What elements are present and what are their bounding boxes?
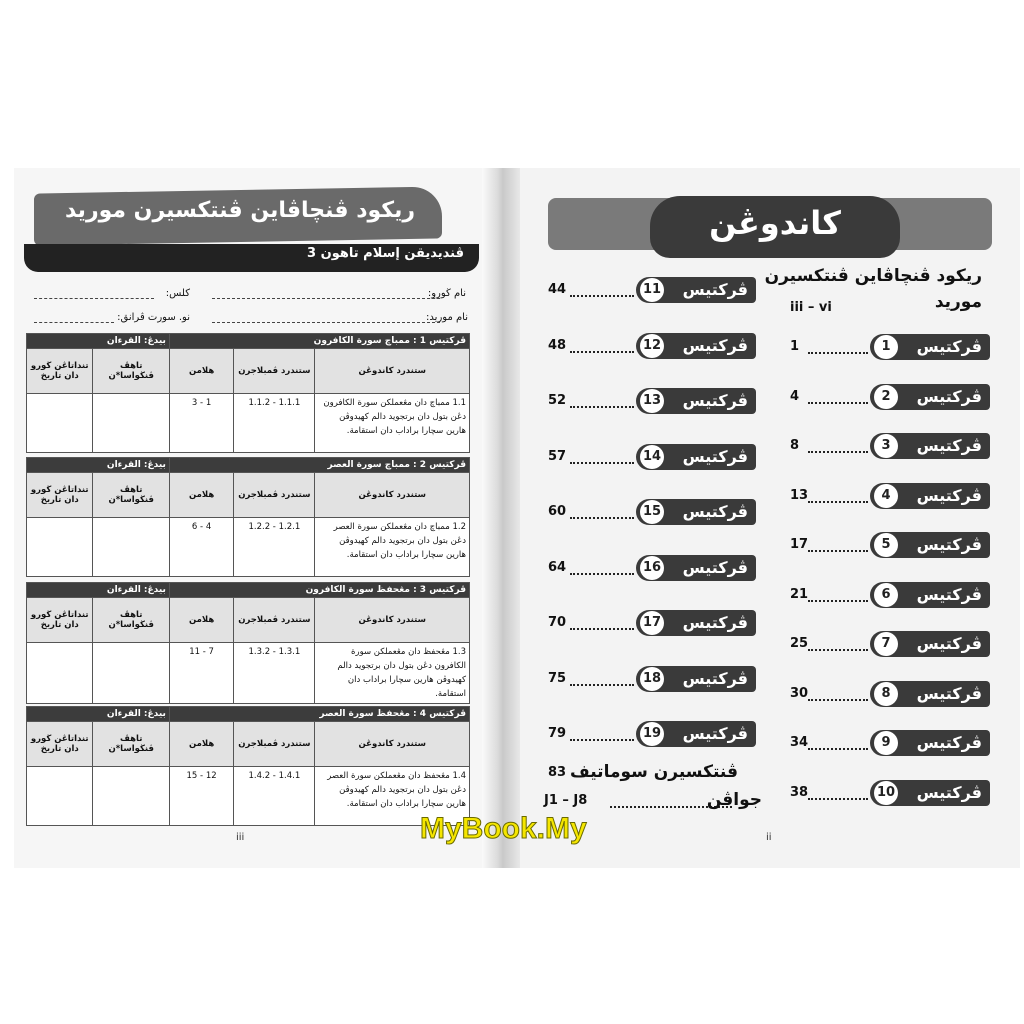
- section-header: ڤركتيس 1 : ممباچ سورة الكافرون: [169, 334, 469, 349]
- practice-badge[interactable]: [870, 631, 990, 657]
- practice-badge[interactable]: [636, 388, 756, 414]
- practice-badge[interactable]: [870, 730, 990, 756]
- practice-badge[interactable]: [870, 433, 990, 459]
- toc-dots: [570, 406, 634, 408]
- practice-number: 16: [640, 556, 664, 580]
- toc-page-number: 1: [790, 339, 800, 354]
- section-bidang: بيدڠ: القرءان: [27, 334, 170, 349]
- col-halaman: هلامن: [169, 722, 233, 767]
- toc-page-number: 44: [548, 282, 567, 297]
- summative-label[interactable]: ڤنتكسيرن سوماتيف: [570, 762, 738, 782]
- col-standard-kandungan: ستندرد كاندوڠن: [315, 473, 470, 518]
- toc-page-number: 60: [548, 504, 567, 519]
- toc-intro-line2[interactable]: موريد: [934, 292, 982, 312]
- section-header: ڤركتيس 2 : ممباچ سورة العصر: [169, 458, 469, 473]
- col-standard-kandungan: ستندرد كاندوڠن: [315, 722, 470, 767]
- practice-label: ڤركتيس: [682, 724, 748, 743]
- toc-page-number: 4: [790, 388, 800, 404]
- standard-kandungan-text: 1.3 مڠحفظ دان مڠعملكن سورة الكافرون دڠن بتول دان برتجويد دالم كهيدوڤن هارين سچارا براداب دان استقامة.: [315, 643, 470, 704]
- toc-page-number: 70: [548, 615, 567, 630]
- practice-badge[interactable]: [636, 610, 756, 636]
- toc-page-number: 25: [790, 636, 809, 651]
- practice-number: 9: [874, 731, 898, 755]
- teacher-name-label: نام ڬورو:: [427, 288, 466, 299]
- col-tahap: تاهڤ ڤنڬواسا*ن: [93, 598, 169, 643]
- practice-badge[interactable]: [870, 483, 990, 509]
- watermark: MyBook.My: [420, 812, 587, 845]
- right-page-number: ii: [766, 832, 772, 843]
- col-standard-pembelajaran: ستندرد ڤمبلاجرن: [234, 598, 315, 643]
- section-bidang: بيدڠ: القرءان: [27, 583, 170, 598]
- toc-page-number: 21: [790, 586, 809, 602]
- practice-badge[interactable]: [870, 681, 990, 707]
- practice-number: 19: [640, 722, 664, 746]
- section-header: ڤركتيس 4 : مڠحفظ سورة العصر: [169, 707, 469, 722]
- page-title: ريكود ڤنچاڤاين ڤنتكسيرن موريد: [64, 198, 416, 223]
- practice-label: ڤركتيس: [916, 733, 982, 752]
- toc-dots: [570, 573, 634, 575]
- practice-label: ڤركتيس: [682, 335, 748, 355]
- practice-badge[interactable]: [636, 499, 756, 525]
- toc-dots: [808, 550, 868, 552]
- toc-page-number: 13: [790, 487, 809, 503]
- tahap-cell[interactable]: [93, 643, 169, 704]
- student-name-line: [212, 322, 440, 323]
- col-halaman: هلامن: [169, 598, 233, 643]
- practice-number: 8: [874, 682, 898, 706]
- toc-dots: [808, 649, 868, 651]
- section-bidang: بيدڠ: القرءان: [27, 458, 170, 473]
- class-line: [34, 298, 154, 299]
- practice-table-2: [26, 457, 470, 577]
- toc-dots: [808, 748, 868, 750]
- practice-label: ڤركتيس: [916, 436, 982, 455]
- practice-label: ڤركتيس: [916, 782, 982, 802]
- toc-page-number: 79: [548, 726, 567, 741]
- practice-label: ڤركتيس: [682, 446, 748, 466]
- practice-badge[interactable]: [636, 333, 756, 359]
- signature-cell[interactable]: [27, 394, 93, 453]
- practice-label: ڤركتيس: [682, 502, 748, 521]
- toc-dots: [808, 402, 868, 404]
- halaman-text: 4 - 6: [169, 518, 233, 577]
- toc-page-number: 17: [790, 537, 809, 552]
- signature-cell[interactable]: [27, 767, 93, 826]
- practice-label: ڤركتيس: [916, 485, 982, 505]
- practice-badge[interactable]: [636, 444, 756, 470]
- practice-number: 13: [640, 389, 664, 413]
- practice-label: ڤركتيس: [916, 584, 982, 604]
- col-standard-pembelajaran: ستندرد ڤمبلاجرن: [234, 349, 315, 394]
- toc-page-number: 48: [548, 337, 567, 353]
- book-spine: [482, 168, 520, 868]
- standard-pembelajaran-text: 1.3.1 - 1.3.2: [234, 643, 315, 704]
- letter-no-line: [34, 322, 114, 323]
- practice-number: 14: [640, 445, 664, 469]
- practice-number: 18: [640, 667, 664, 691]
- toc-page-number: 34: [790, 735, 809, 750]
- practice-number: 12: [640, 334, 664, 358]
- toc-dots: [808, 600, 868, 602]
- col-signature: تنداتاڠن ڬورو دان تاريخ: [27, 473, 93, 518]
- practice-label: ڤركتيس: [916, 337, 982, 356]
- practice-label: ڤركتيس: [682, 557, 748, 577]
- toc-page-number: 30: [790, 685, 809, 701]
- col-standard-pembelajaran: ستندرد ڤمبلاجرن: [234, 722, 315, 767]
- practice-label: ڤركتيس: [682, 391, 748, 410]
- toc-dots: [570, 684, 634, 686]
- col-signature: تنداتاڠن ڬورو دان تاريخ: [27, 598, 93, 643]
- left-page-number: iii: [236, 832, 245, 843]
- practice-badge[interactable]: [636, 721, 756, 747]
- tahap-cell[interactable]: [93, 767, 169, 826]
- answers-label[interactable]: جواڤن: [706, 790, 762, 810]
- toc-page-number: 64: [548, 559, 567, 575]
- practice-number: 3: [874, 434, 898, 458]
- practice-badge[interactable]: [636, 666, 756, 692]
- col-tahap: تاهڤ ڤنڬواسا*ن: [93, 349, 169, 394]
- practice-number: 2: [874, 385, 898, 409]
- toc-dots: [570, 739, 634, 741]
- toc-intro-page: iii – vi: [790, 300, 832, 315]
- toc-dots: [808, 501, 868, 503]
- practice-label: ڤركتيس: [916, 386, 982, 406]
- toc-page-number: 8: [790, 438, 800, 453]
- halaman-text: 7 - 11: [169, 643, 233, 704]
- standard-kandungan-text: 1.2 ممباچ دان مڠعملكن سورة العصر دڠن بتول دان برتجويد دالم كهيدوڤن هارين سچارا براداب دان استقامة.: [315, 518, 470, 577]
- standard-pembelajaran-text: 1.2.1 - 1.2.2: [234, 518, 315, 577]
- practice-table-4: [26, 706, 470, 826]
- practice-label: ڤركتيس: [682, 280, 748, 299]
- practice-label: ڤركتيس: [682, 613, 748, 632]
- toc-dots: [808, 798, 868, 800]
- toc-dots: [570, 517, 634, 519]
- teacher-name-line: [212, 298, 440, 299]
- answers-page: J1 – J8: [544, 793, 588, 808]
- col-standard-kandungan: ستندرد كاندوڠن: [315, 349, 470, 394]
- practice-number: 7: [874, 632, 898, 656]
- col-halaman: هلامن: [169, 349, 233, 394]
- toc-page-number: 38: [790, 784, 809, 800]
- toc-dots: [808, 451, 868, 453]
- practice-table-1: [26, 333, 470, 453]
- col-halaman: هلامن: [169, 473, 233, 518]
- toc-dots: [570, 295, 634, 297]
- practice-number: 1: [874, 335, 898, 359]
- toc-page-number: 75: [548, 670, 567, 686]
- standard-kandungan-text: 1.4 مڠحفظ دان مڠعملكن سورة العصر دڠن بتول دان برتجويد دالم كهيدوڤن هارين سچارا براداب دان استقامة.: [315, 767, 470, 826]
- standard-pembelajaran-text: 1.1.1 - 1.1.2: [234, 394, 315, 453]
- practice-badge[interactable]: [870, 582, 990, 608]
- tahap-cell[interactable]: [93, 394, 169, 453]
- contents-title: كاندوڠن: [709, 204, 841, 242]
- col-signature: تنداتاڠن ڬورو دان تاريخ: [27, 349, 93, 394]
- practice-number: 11: [640, 278, 664, 302]
- col-tahap: تاهڤ ڤنڬواسا*ن: [93, 473, 169, 518]
- practice-badge[interactable]: [870, 532, 990, 558]
- col-tahap: تاهڤ ڤنڬواسا*ن: [93, 722, 169, 767]
- signature-cell[interactable]: [27, 643, 93, 704]
- col-standard-kandungan: ستندرد كاندوڠن: [315, 598, 470, 643]
- practice-number: 10: [874, 781, 898, 805]
- toc-dots: [570, 628, 634, 630]
- halaman-text: 1 - 3: [169, 394, 233, 453]
- toc-dots: [570, 462, 634, 464]
- practice-label: ڤركتيس: [916, 634, 982, 653]
- practice-badge[interactable]: [636, 555, 756, 581]
- practice-number: 4: [874, 484, 898, 508]
- practice-number: 5: [874, 533, 898, 557]
- summative-page: 83: [548, 765, 567, 780]
- subtitle: ڤنديديقن إسلام تاهون 3: [307, 246, 464, 261]
- practice-badge[interactable]: [870, 334, 990, 360]
- class-label: كلس:: [165, 288, 190, 299]
- standard-kandungan-text: 1.1 ممباچ دان مڠعملكن سورة الكافرون دڠن بتول دان برتجويد دالم كهيدوڤن هارين سچارا براداب دان استقامة.: [315, 394, 470, 453]
- toc-dots: [570, 351, 634, 353]
- practice-label: ڤركتيس: [916, 535, 982, 554]
- practice-badge[interactable]: [870, 780, 990, 806]
- practice-table-3: [26, 582, 470, 704]
- practice-badge[interactable]: [636, 277, 756, 303]
- practice-label: ڤركتيس: [682, 668, 748, 688]
- standard-pembelajaran-text: 1.4.1 - 1.4.2: [234, 767, 315, 826]
- practice-number: 15: [640, 500, 664, 524]
- section-bidang: بيدڠ: القرءان: [27, 707, 170, 722]
- student-name-label: نام موريد:: [426, 312, 468, 323]
- toc-dots: [808, 699, 868, 701]
- practice-badge[interactable]: [870, 384, 990, 410]
- col-signature: تنداتاڠن ڬورو دان تاريخ: [27, 722, 93, 767]
- toc-dots: [808, 352, 868, 354]
- signature-cell[interactable]: [27, 518, 93, 577]
- col-standard-pembelajaran: ستندرد ڤمبلاجرن: [234, 473, 315, 518]
- letter-no-label: نو. سورت ڤرانق:: [117, 312, 190, 323]
- practice-number: 6: [874, 583, 898, 607]
- practice-number: 17: [640, 611, 664, 635]
- toc-intro-line1[interactable]: ريكود ڤنچاڤاين ڤنتكسيرن: [764, 266, 982, 286]
- section-header: ڤركتيس 3 : مڠحفظ سورة الكافرون: [169, 583, 469, 598]
- halaman-text: 12 - 15: [169, 767, 233, 826]
- tahap-cell[interactable]: [93, 518, 169, 577]
- toc-page-number: 52: [548, 393, 567, 408]
- toc-page-number: 57: [548, 448, 567, 464]
- practice-label: ڤركتيس: [916, 683, 982, 703]
